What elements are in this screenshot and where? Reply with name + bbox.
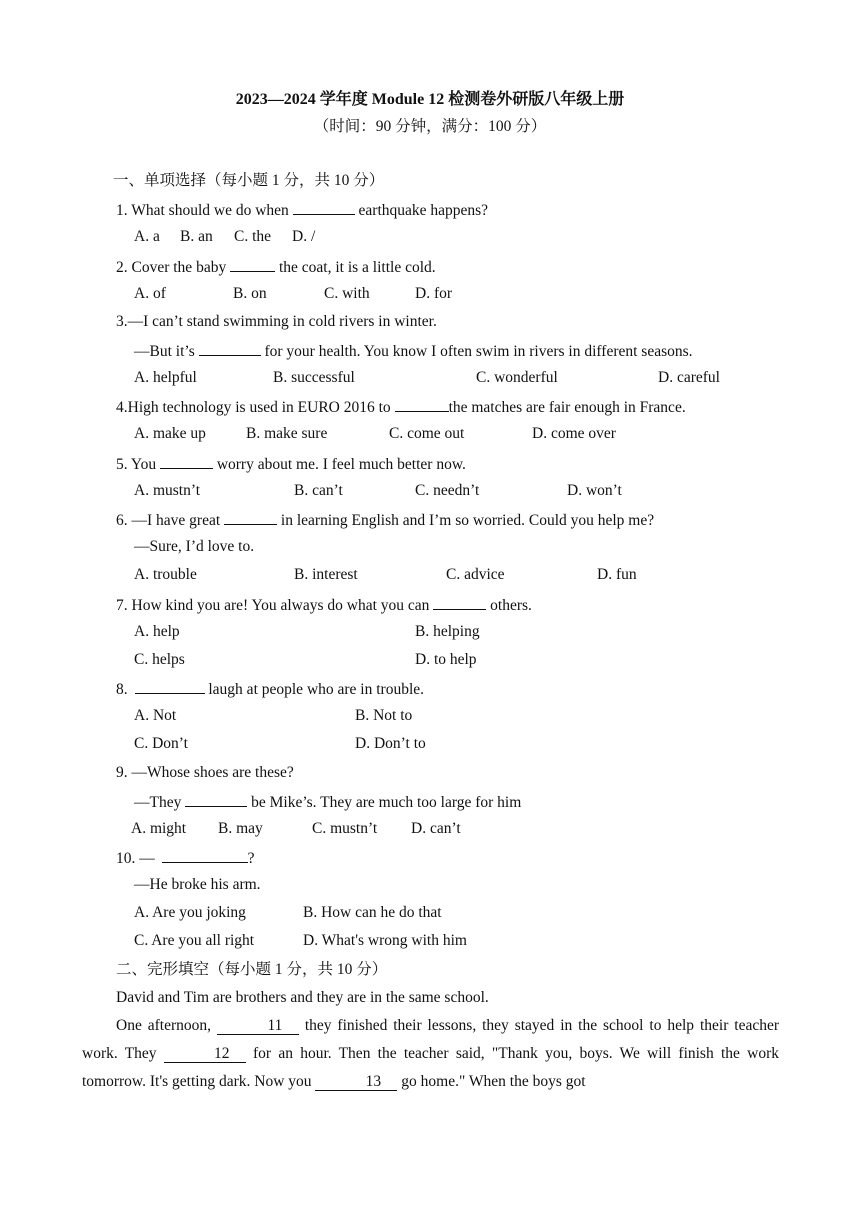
question-6 bbox=[116, 509, 654, 531]
question-text: 8. bbox=[116, 681, 132, 698]
question-6-reply: —Sure, I’d love to. bbox=[134, 538, 255, 555]
option-d[interactable]: D. careful bbox=[658, 369, 720, 386]
answer-blank[interactable] bbox=[293, 199, 355, 215]
option-d[interactable]: D. for bbox=[415, 285, 453, 302]
option-b[interactable]: B. helping bbox=[415, 623, 480, 640]
option-a[interactable]: A. helpful bbox=[134, 369, 197, 386]
passage-text: go home." When the boys got bbox=[397, 1073, 586, 1090]
question-1 bbox=[116, 199, 488, 221]
option-b[interactable]: B. make sure bbox=[246, 425, 328, 442]
passage-text: they finished their lessons, they stayed in the school to help their teacher work. They bbox=[82, 1017, 779, 1062]
section-heading: 二、完形填空（每小题 1 分，共 10 分） bbox=[116, 961, 388, 978]
question-text: worry about me. I feel much better now. bbox=[212, 456, 466, 473]
answer-blank[interactable] bbox=[160, 453, 213, 469]
answer-blank[interactable] bbox=[185, 791, 247, 807]
question-text: 10. — bbox=[116, 850, 159, 867]
question-text: be Mike’s. They are much too large for him bbox=[247, 794, 522, 811]
option-d[interactable]: D. fun bbox=[597, 566, 637, 583]
answer-blank[interactable] bbox=[199, 340, 261, 356]
option-c[interactable]: C. the bbox=[234, 228, 272, 245]
question-9-reply bbox=[134, 791, 521, 813]
question-text: 4.High technology is used in EURO 2016 to bbox=[116, 399, 395, 416]
question-3: 3.—I can’t stand swimming in cold rivers in winter. bbox=[116, 313, 437, 330]
option-b[interactable]: B. may bbox=[218, 820, 263, 837]
question-text: ? bbox=[247, 850, 255, 867]
option-b[interactable]: B. can’t bbox=[294, 482, 343, 499]
question-4 bbox=[116, 396, 686, 418]
cloze-blank-11[interactable]: 11 bbox=[217, 1017, 299, 1035]
option-a[interactable]: A. mustn’t bbox=[134, 482, 201, 499]
option-c[interactable]: C. Don’t bbox=[134, 735, 188, 752]
question-7 bbox=[116, 594, 532, 616]
option-b[interactable]: B. an bbox=[180, 228, 213, 245]
cloze-blank-12[interactable]: 12 bbox=[164, 1045, 246, 1063]
option-d[interactable]: D. / bbox=[292, 228, 316, 245]
option-a[interactable]: A. of bbox=[134, 285, 166, 302]
option-c[interactable]: C. mustn’t bbox=[312, 820, 378, 837]
option-b[interactable]: B. successful bbox=[273, 369, 355, 386]
option-c[interactable]: C. Are you all right bbox=[134, 932, 255, 949]
option-c[interactable]: C. with bbox=[324, 285, 370, 302]
option-b[interactable]: B. Not to bbox=[355, 707, 413, 724]
option-d[interactable]: D. can’t bbox=[411, 820, 461, 837]
page-title: 2023—2024 学年度 Module 12 检测卷外研版八年级上册 bbox=[235, 91, 625, 108]
question-text: 2. Cover the baby bbox=[116, 259, 231, 276]
option-a[interactable]: A. make up bbox=[134, 425, 206, 442]
question-text: the coat, it is a little cold. bbox=[275, 259, 436, 276]
option-a[interactable]: A. Not bbox=[134, 707, 177, 724]
passage-text: for an hour. Then the teacher said, "Thank you, boys. We will finish the work tomorrow. It's getting dark. Now you bbox=[82, 1045, 779, 1090]
option-b[interactable]: B. How can he do that bbox=[303, 904, 442, 921]
question-9: 9. —Whose shoes are these? bbox=[116, 764, 294, 781]
option-d[interactable]: D. to help bbox=[415, 651, 477, 668]
question-text: —They bbox=[134, 794, 186, 811]
question-8 bbox=[116, 678, 424, 700]
cloze-blank-13[interactable]: 13 bbox=[315, 1073, 397, 1091]
question-text: 6. —I have great bbox=[116, 512, 225, 529]
question-text: earthquake happens? bbox=[354, 202, 489, 219]
passage-text: One afternoon, bbox=[116, 1017, 217, 1034]
option-c[interactable]: C. wonderful bbox=[476, 369, 558, 386]
question-3-reply bbox=[134, 340, 693, 362]
option-a[interactable]: A. help bbox=[134, 623, 180, 640]
question-text: —But it’s bbox=[134, 343, 199, 360]
answer-blank[interactable] bbox=[162, 847, 248, 863]
option-a[interactable]: A. might bbox=[131, 820, 187, 837]
question-text: in learning English and I’m so worried. Could you help me? bbox=[277, 512, 655, 529]
option-a[interactable]: A. a bbox=[134, 228, 160, 245]
passage-intro: David and Tim are brothers and they are in the same school. bbox=[116, 989, 489, 1006]
question-text: 1. What should we do when bbox=[116, 202, 293, 219]
question-10-reply: —He broke his arm. bbox=[134, 876, 261, 893]
passage-paragraph bbox=[82, 1012, 779, 1096]
option-b[interactable]: B. interest bbox=[294, 566, 358, 583]
question-2 bbox=[116, 256, 436, 278]
option-c[interactable]: C. come out bbox=[389, 425, 465, 442]
question-text: others. bbox=[486, 597, 532, 614]
option-a[interactable]: A. trouble bbox=[134, 566, 197, 583]
answer-blank[interactable] bbox=[433, 594, 486, 610]
option-a[interactable]: A. Are you joking bbox=[134, 904, 246, 921]
question-5 bbox=[116, 453, 466, 475]
option-d[interactable]: D. come over bbox=[532, 425, 616, 442]
section-heading: 一、单项选择（每小题 1 分，共 10 分） bbox=[113, 172, 385, 189]
question-text: the matches are fair enough in France. bbox=[448, 399, 686, 416]
answer-blank[interactable] bbox=[395, 396, 449, 412]
option-c[interactable]: C. helps bbox=[134, 651, 185, 668]
option-d[interactable]: D. won’t bbox=[567, 482, 622, 499]
option-c[interactable]: C. advice bbox=[446, 566, 505, 583]
option-c[interactable]: C. needn’t bbox=[415, 482, 480, 499]
question-text: 5. You bbox=[116, 456, 160, 473]
answer-blank[interactable] bbox=[224, 509, 277, 525]
question-text: laugh at people who are in trouble. bbox=[204, 681, 425, 698]
answer-blank[interactable] bbox=[135, 678, 205, 694]
question-text: 7. How kind you are! You always do what you can bbox=[116, 597, 434, 614]
page-subtitle: （时间：90 分钟，满分：100 分） bbox=[313, 118, 547, 135]
answer-blank[interactable] bbox=[230, 256, 275, 272]
option-b[interactable]: B. on bbox=[233, 285, 267, 302]
option-d[interactable]: D. Don’t to bbox=[355, 735, 426, 752]
question-text: for your health. You know I often swim in rivers in different seasons. bbox=[260, 343, 693, 360]
option-d[interactable]: D. What's wrong with him bbox=[303, 932, 467, 949]
question-10 bbox=[116, 847, 255, 869]
